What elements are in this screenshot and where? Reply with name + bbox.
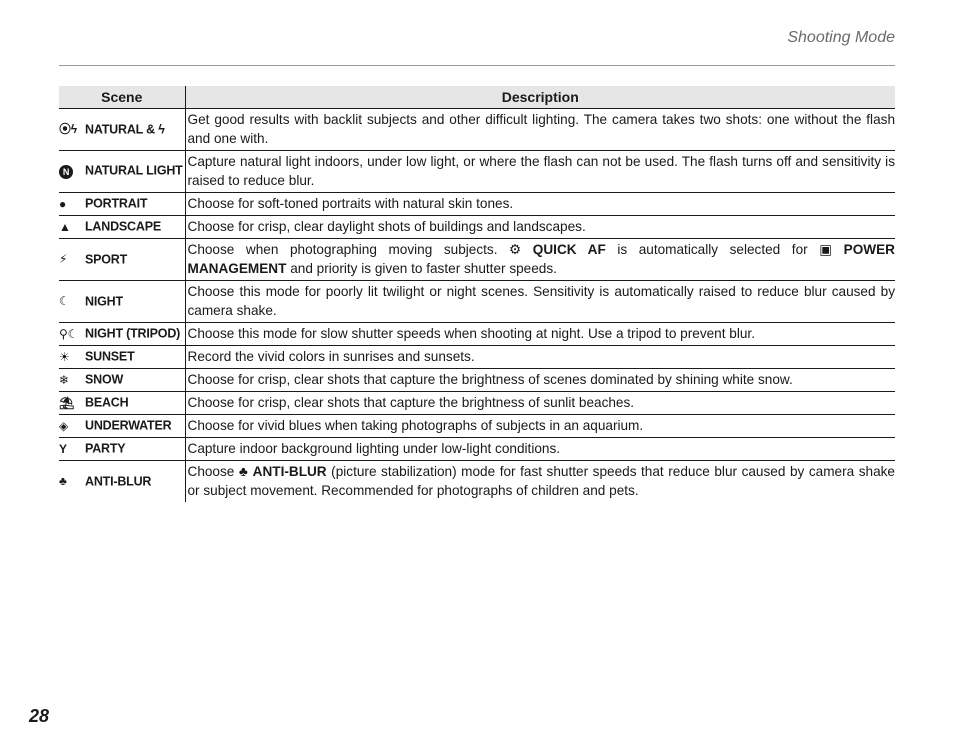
description-cell — [185, 281, 895, 323]
table-row — [59, 216, 895, 239]
natural-and-flash-icon: ⦿ϟ — [59, 122, 77, 137]
scene-name: SNOW — [85, 372, 124, 387]
scene-cell — [59, 461, 185, 503]
description-text: Choose for vivid blues when taking photographs of subjects in an aquarium. — [187, 418, 644, 433]
scene-table — [59, 86, 895, 502]
scene-name: NIGHT — [85, 294, 123, 309]
scene-cell — [59, 151, 185, 193]
table-row — [59, 323, 895, 346]
description-text: Choose for crisp, clear shots that capture the brightness of scenes dominated by shining white snow. — [187, 372, 793, 387]
table-row — [59, 461, 895, 503]
table-row — [59, 239, 895, 281]
table-row — [59, 438, 895, 461]
scene-cell — [59, 415, 185, 438]
description-text: Choose this mode for slow shutter speeds when shooting at night. Use a tripod to prevent blur. — [187, 326, 755, 341]
column-header-scene: Scene — [59, 86, 185, 109]
description-text: Choose for soft-toned portraits with natural skin tones. — [187, 196, 514, 211]
scene-cell — [59, 346, 185, 369]
sunset-icon: ☀ — [59, 349, 70, 364]
table-row — [59, 392, 895, 415]
scene-name: NATURAL & ϟ — [85, 122, 165, 137]
scene-cell — [59, 109, 185, 151]
description-cell — [185, 216, 895, 239]
description-text: is automatically selected for — [605, 242, 820, 257]
description-text: Choose this mode for poorly lit twilight or night scenes. Sensitivity is automatically raised to reduce blur caused by camera shake. — [187, 284, 895, 318]
scene-cell — [59, 369, 185, 392]
description-text: (picture stabilization) mode for fast shutter speeds that reduce blur caused by camera shake or subject movement. Recommended for photographs of children and pets. — [187, 464, 895, 498]
description-text: Choose when photographing moving subjects. — [187, 242, 510, 257]
table-row — [59, 346, 895, 369]
description-text: Get good results with backlit subjects and other difficult lighting. The camera takes two shots: one without the flash and one with. — [187, 112, 895, 146]
header-rule — [59, 65, 895, 66]
landscape-icon: ▲ — [59, 219, 71, 234]
scene-name: NATURAL LIGHT — [85, 164, 183, 179]
description-cell — [185, 461, 895, 503]
table-row — [59, 151, 895, 193]
description-text: Record the vivid colors in sunrises and sunsets. — [187, 349, 475, 364]
scene-name: BEACH — [85, 395, 129, 410]
snow-icon: ❄ — [59, 372, 69, 387]
description-text: Capture indoor background lighting under low-light conditions. — [187, 441, 561, 456]
sport-icon: ⚡ — [59, 252, 68, 267]
scene-name: ANTI-BLUR — [85, 474, 152, 489]
table-row — [59, 369, 895, 392]
underwater-icon: ◈ — [59, 418, 69, 433]
description-text: Choose — [187, 464, 239, 479]
scene-cell — [59, 239, 185, 281]
table-row — [59, 193, 895, 216]
scene-cell — [59, 438, 185, 461]
quick-af-reference: ⚙ QUICK AF — [509, 242, 606, 257]
scene-name: SPORT — [85, 252, 128, 267]
description-text: and priority is given to faster shutter speeds. — [286, 261, 557, 276]
table-row — [59, 415, 895, 438]
scene-cell — [59, 281, 185, 323]
description-cell — [185, 369, 895, 392]
beach-icon: ⛱ — [59, 395, 75, 410]
description-cell — [185, 109, 895, 151]
portrait-icon: ● — [59, 196, 67, 211]
scene-name: LANDSCAPE — [85, 219, 161, 234]
scene-cell — [59, 392, 185, 415]
description-cell — [185, 438, 895, 461]
table-row — [59, 109, 895, 151]
table-header-row — [59, 86, 895, 109]
page-number: 28 — [29, 706, 50, 726]
description-text: Choose for crisp, clear daylight shots of buildings and landscapes. — [187, 219, 586, 234]
scene-name: SUNSET — [85, 349, 135, 364]
description-cell — [185, 193, 895, 216]
natural-light-icon: N — [59, 165, 73, 179]
description-cell — [185, 151, 895, 193]
scene-cell — [59, 193, 185, 216]
description-cell — [185, 415, 895, 438]
description-cell — [185, 346, 895, 369]
description-cell — [185, 239, 895, 281]
scene-name: NIGHT (TRIPOD) — [85, 326, 181, 341]
anti-blur-icon: ♣ — [59, 474, 67, 489]
scene-name: PARTY — [85, 441, 126, 456]
power-management-reference: ▣ POWER MANAGEMENT — [187, 242, 895, 276]
night-icon: ☾ — [59, 294, 70, 309]
description-cell — [185, 392, 895, 415]
description-cell — [185, 323, 895, 346]
description-text: Choose for crisp, clear shots that capture the brightness of sunlit beaches. — [187, 395, 635, 410]
column-header-description: Description — [185, 86, 895, 109]
table-row — [59, 281, 895, 323]
party-icon: Y — [59, 441, 67, 456]
scene-cell — [59, 323, 185, 346]
anti-blur-reference: ♣ ANTI-BLUR — [238, 464, 327, 479]
scene-name: PORTRAIT — [85, 196, 148, 211]
description-text: Capture natural light indoors, under low light, or where the flash can not be used. The flash turns off and sensitivity is raised to reduce blur. — [187, 154, 895, 188]
scene-cell — [59, 216, 185, 239]
scene-name: UNDERWATER — [85, 418, 172, 433]
night-tripod-icon: ⚲☾ — [59, 326, 79, 341]
running-head: Shooting Mode — [787, 29, 895, 46]
